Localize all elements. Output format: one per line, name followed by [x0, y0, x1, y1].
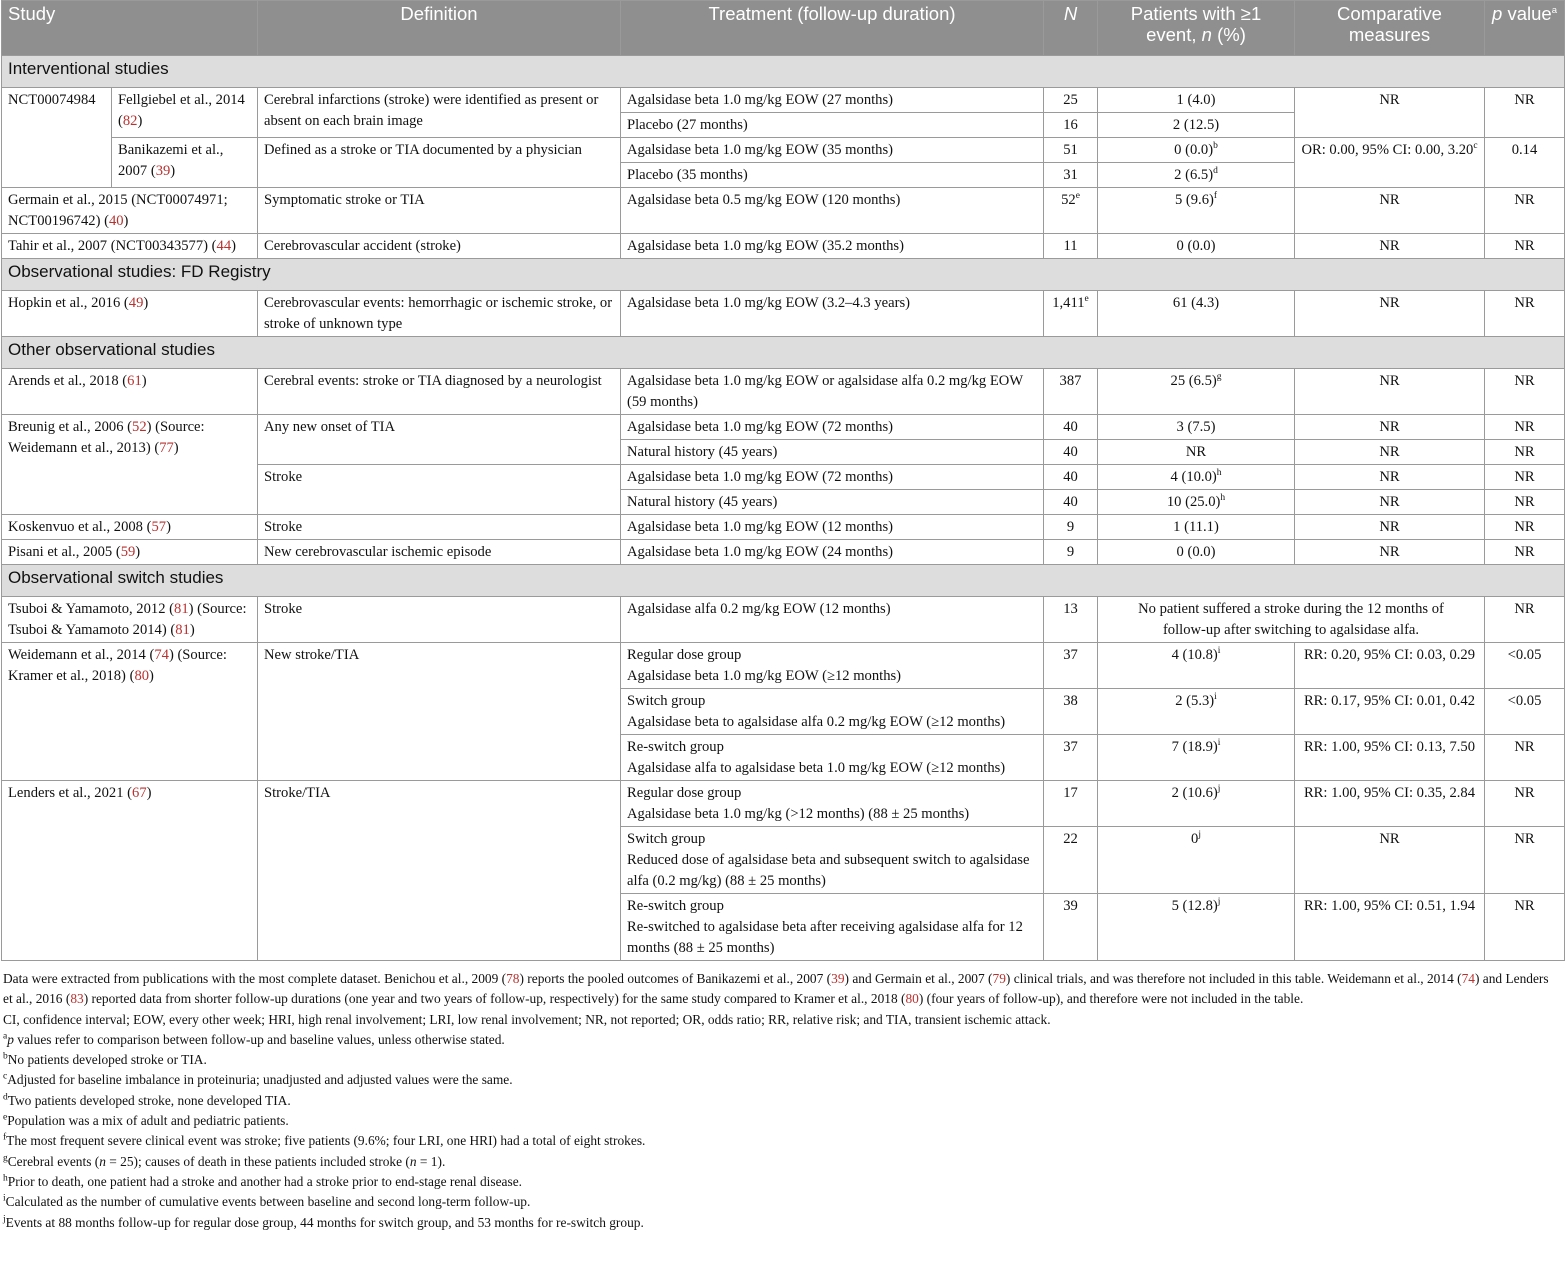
p-cell: <0.05	[1485, 689, 1565, 735]
footnote-abbreviations: CI, confidence interval; EOW, every other week; HRI, high renal involvement; LRI, low renal involvement; NR, not reported; OR, odds ratio; RR, relative risk; and TIA, transient ischemic attack.	[3, 1011, 1051, 1027]
study-cell: Breunig et al., 2006 (52) (Source: Weidemann et al., 2013) (77)	[2, 415, 258, 515]
footnote-intro: Data were extracted from publications with the most complete dataset. Benichou et al., 2009 (78) reports the pooled outcomes of Banikazemi et al., 2007 (39) and Germain et al., 2007 (79) clinical trials, and was therefore not included in this table. Weidemann et al., 2014 (74) and Lenders et al., 2016 (83) reported data from shorter follow-up durations (one year and two years of follow-up, respectively) for the same study compared to Kramer et al., 2018 (80) (four years of follow-up), and therefore were not included in the table.	[3, 971, 1549, 1007]
study-cell: Arends et al., 2018 (61)	[2, 369, 258, 415]
header-comparative: Comparative measures	[1295, 1, 1485, 56]
comparative-cell: NR	[1295, 234, 1485, 259]
definition-cell: New stroke/TIA	[258, 643, 621, 781]
p-cell: NR	[1485, 597, 1565, 643]
substudy-cell: Banikazemi et al., 2007 (39)	[112, 138, 258, 188]
study-cell: Pisani et al., 2005 (59)	[2, 540, 258, 565]
events-cell: 4 $(10.0)^h$	[1098, 465, 1295, 490]
section-interventional: Interventional studies	[2, 56, 1565, 88]
events-cell: 0 (0.0)	[1098, 234, 1295, 259]
study-cell: NCT00074984	[2, 88, 112, 188]
p-cell: NR	[1485, 490, 1565, 515]
footnote-h: $^h$Prior to death, one patient had a stroke and another had a stroke prior to end-stage renal disease.	[3, 1173, 522, 1189]
events-cell: 0 $(0.0)^b$	[1098, 138, 1295, 163]
table-row	[2, 138, 1565, 163]
events-cell: 2 (12.5)	[1098, 113, 1295, 138]
n-cell: 9	[1044, 540, 1098, 565]
comparative-cell: NR	[1295, 291, 1485, 337]
events-cell: NR	[1098, 440, 1295, 465]
n-cell: 25	[1044, 88, 1098, 113]
table-row	[2, 415, 1565, 440]
footnote-c: $^c$Adjusted for baseline imbalance in proteinuria; unadjusted and adjusted values were the same.	[3, 1072, 513, 1088]
header-p-value: p value$^a$	[1485, 1, 1565, 56]
treatment-cell: Regular dose group Agalsidase beta 1.0 mg/kg EOW (≥12 months)	[621, 643, 1044, 689]
comparative-cell: OR: 0.00, 95% CI: 0.00, 3.20$^c$	[1295, 138, 1485, 188]
treatment-cell: Placebo (35 months)	[621, 163, 1044, 188]
p-cell: NR	[1485, 234, 1565, 259]
events-cell: No patient suffered a stroke during the 12 months of follow-up after switching to agalsidase alfa.	[1098, 597, 1485, 643]
stroke-outcomes-table	[1, 0, 1565, 961]
definition-cell: Symptomatic stroke or TIA	[258, 188, 621, 234]
comparative-cell: NR	[1295, 465, 1485, 490]
p-cell: NR	[1485, 88, 1565, 138]
footnote-e: $^e$Population was a mix of adult and pediatric patients.	[3, 1112, 289, 1129]
header-study: Study	[2, 1, 258, 56]
definition-cell: Stroke/TIA	[258, 781, 621, 961]
p-cell: NR	[1485, 465, 1565, 490]
study-cell: Tsuboi & Yamamoto, 2012 (81) (Source: Tsuboi & Yamamoto 2014) (81)	[2, 597, 258, 643]
events-cell: 5 $(12.8)^j$	[1098, 894, 1295, 961]
events-cell: 10 $(25.0)^h$	[1098, 490, 1295, 515]
n-cell: 22	[1044, 827, 1098, 894]
events-cell: 2 $(10.6)^j$	[1098, 781, 1295, 827]
events-cell: 25 $(6.5)^g$	[1098, 369, 1295, 415]
n-cell: 17	[1044, 781, 1098, 827]
section-switch: Observational switch studies	[2, 565, 1565, 597]
events-cell: 4 $(10.8)^i$	[1098, 643, 1295, 689]
footnote-j: $^j$Events at 88 months follow-up for regular dose group, 44 months for switch group, and 53 months for re-switch group.	[3, 1214, 644, 1230]
treatment-cell: Placebo (27 months)	[621, 113, 1044, 138]
n-cell: 31	[1044, 163, 1098, 188]
table-row	[2, 88, 1565, 113]
treatment-cell: Natural history (45 years)	[621, 490, 1044, 515]
treatment-cell: Agalsidase beta 1.0 mg/kg EOW (12 months)	[621, 515, 1044, 540]
table-footnotes	[0, 961, 1565, 1233]
treatment-cell: Agalsidase beta 0.5 mg/kg EOW (120 months)	[621, 188, 1044, 234]
footnote-a: $^a$p values refer to comparison between follow-up and baseline values, unless otherwise stated.	[3, 1031, 505, 1047]
n-cell: 13	[1044, 597, 1098, 643]
study-cell: Koskenvuo et al., 2008 (57)	[2, 515, 258, 540]
n-cell: 16	[1044, 113, 1098, 138]
study-cell: Tahir et al., 2007 (NCT00343577) (44)	[2, 234, 258, 259]
n-cell: 9	[1044, 515, 1098, 540]
comparative-cell: RR: 1.00, 95% CI: 0.13, 7.50	[1295, 735, 1485, 781]
definition-cell: Any new onset of TIA	[258, 415, 621, 465]
events-cell: 7 $(18.9)^i$	[1098, 735, 1295, 781]
table-row	[2, 781, 1565, 827]
n-cell: 51	[1044, 138, 1098, 163]
p-cell: NR	[1485, 894, 1565, 961]
p-cell: NR	[1485, 415, 1565, 440]
events-cell: 1 (4.0)	[1098, 88, 1295, 113]
p-cell: NR	[1485, 781, 1565, 827]
comparative-cell: NR	[1295, 440, 1485, 465]
section-other-observational: Other observational studies	[2, 337, 1565, 369]
treatment-cell: Agalsidase beta 1.0 mg/kg EOW (24 months)	[621, 540, 1044, 565]
definition-cell: Stroke	[258, 597, 621, 643]
table-row	[2, 291, 1565, 337]
n-cell: 38	[1044, 689, 1098, 735]
treatment-cell: Agalsidase beta 1.0 mg/kg EOW (35 months)	[621, 138, 1044, 163]
definition-cell: Cerebrovascular accident (stroke)	[258, 234, 621, 259]
study-cell: Lenders et al., 2021 (67)	[2, 781, 258, 961]
n-cell: 37	[1044, 735, 1098, 781]
treatment-cell: Re-switch group Re-switched to agalsidase beta after receiving agalsidase alfa for 12 months (88 ± 25 months)	[621, 894, 1044, 961]
definition-cell: Stroke	[258, 465, 621, 515]
definition-cell: Cerebral events: stroke or TIA diagnosed by a neurologist	[258, 369, 621, 415]
definition-cell: New cerebrovascular ischemic episode	[258, 540, 621, 565]
footnote-g: $^g$Cerebral events (n = 25); causes of death in these patients included stroke (n = 1).	[3, 1153, 446, 1169]
n-cell: 40	[1044, 465, 1098, 490]
header-row	[2, 1, 1565, 56]
comparative-cell: NR	[1295, 415, 1485, 440]
definition-cell: Stroke	[258, 515, 621, 540]
p-cell: NR	[1485, 291, 1565, 337]
comparative-cell: NR	[1295, 369, 1485, 415]
events-cell: 1 (11.1)	[1098, 515, 1295, 540]
study-cell: Weidemann et al., 2014 (74) (Source: Kramer et al., 2018) (80)	[2, 643, 258, 781]
definition-cell: Defined as a stroke or TIA documented by a physician	[258, 138, 621, 188]
n-cell: 387	[1044, 369, 1098, 415]
definition-cell: Cerebral infarctions (stroke) were identified as present or absent on each brain image	[258, 88, 621, 138]
treatment-cell: Switch group Agalsidase beta to agalsidase alfa 0.2 mg/kg EOW (≥12 months)	[621, 689, 1044, 735]
p-cell: NR	[1485, 188, 1565, 234]
comparative-cell: NR	[1295, 188, 1485, 234]
events-cell: 2 $(6.5)^d$	[1098, 163, 1295, 188]
treatment-cell: Agalsidase beta 1.0 mg/kg EOW (72 months)	[621, 415, 1044, 440]
n-cell: 37	[1044, 643, 1098, 689]
treatment-cell: Switch group Reduced dose of agalsidase beta and subsequent switch to agalsidase alfa (0.2 mg/kg) (88 ± 25 months)	[621, 827, 1044, 894]
footnote-b: $^b$No patients developed stroke or TIA.	[3, 1051, 207, 1068]
treatment-cell: Agalsidase beta 1.0 mg/kg EOW (3.2–4.3 years)	[621, 291, 1044, 337]
comparative-cell: NR	[1295, 490, 1485, 515]
n-cell: 40	[1044, 490, 1098, 515]
p-cell: NR	[1485, 827, 1565, 894]
treatment-cell: Agalsidase beta 1.0 mg/kg EOW (72 months)	[621, 465, 1044, 490]
footnote-f: $^f$The most frequent severe clinical event was stroke; five patients (9.6%; four LRI, one HRI) had a total of eight strokes.	[3, 1132, 646, 1149]
events-cell: 2 $(5.3)^i$	[1098, 689, 1295, 735]
footnote-i: $^i$Calculated as the number of cumulative events between baseline and second long-term follow-up.	[3, 1193, 531, 1210]
treatment-cell: Re-switch group Agalsidase alfa to agalsidase beta 1.0 mg/kg EOW (≥12 months)	[621, 735, 1044, 781]
comparative-cell: NR	[1295, 827, 1485, 894]
comparative-cell: NR	[1295, 88, 1485, 138]
events-cell: 61 (4.3)	[1098, 291, 1295, 337]
comparative-cell: RR: 0.17, 95% CI: 0.01, 0.42	[1295, 689, 1485, 735]
treatment-cell: Natural history (45 years)	[621, 440, 1044, 465]
table-row	[2, 369, 1565, 415]
p-cell: NR	[1485, 440, 1565, 465]
header-patients: Patients with ≥1 event, n (%)	[1098, 1, 1295, 56]
header-treatment: Treatment (follow-up duration)	[621, 1, 1044, 56]
table-row	[2, 643, 1565, 689]
table-row	[2, 188, 1565, 234]
treatment-cell: Agalsidase beta 1.0 mg/kg EOW (27 months)	[621, 88, 1044, 113]
study-cell: Hopkin et al., 2016 (49)	[2, 291, 258, 337]
study-cell: Germain et al., 2015 (NCT00074971; NCT00196742) (40)	[2, 188, 258, 234]
events-cell: 3 (7.5)	[1098, 415, 1295, 440]
treatment-cell: Agalsidase beta 1.0 mg/kg EOW or agalsidase alfa 0.2 mg/kg EOW (59 months)	[621, 369, 1044, 415]
p-cell: NR	[1485, 369, 1565, 415]
p-cell: <0.05	[1485, 643, 1565, 689]
treatment-cell: Agalsidase beta 1.0 mg/kg EOW (35.2 months)	[621, 234, 1044, 259]
p-cell: 0.14	[1485, 138, 1565, 188]
treatment-cell: Regular dose group Agalsidase beta 1.0 mg/kg (>12 months) (88 ± 25 months)	[621, 781, 1044, 827]
table-row	[2, 234, 1565, 259]
substudy-cell: Fellgiebel et al., 2014 (82)	[112, 88, 258, 138]
header-n: N	[1044, 1, 1098, 56]
treatment-cell: Agalsidase alfa 0.2 mg/kg EOW (12 months)	[621, 597, 1044, 643]
comparative-cell: RR: 1.00, 95% CI: 0.35, 2.84	[1295, 781, 1485, 827]
footnote-d: $^d$Two patients developed stroke, none developed TIA.	[3, 1092, 291, 1108]
n-cell: 11	[1044, 234, 1098, 259]
table-row	[2, 540, 1565, 565]
n-cell: 40	[1044, 415, 1098, 440]
p-cell: NR	[1485, 515, 1565, 540]
n-cell: 40	[1044, 440, 1098, 465]
p-cell: NR	[1485, 735, 1565, 781]
n-cell: 39	[1044, 894, 1098, 961]
events-cell: 0 (0.0)	[1098, 540, 1295, 565]
definition-cell: Cerebrovascular events: hemorrhagic or ischemic stroke, or stroke of unknown type	[258, 291, 621, 337]
header-definition: Definition	[258, 1, 621, 56]
p-cell: NR	[1485, 540, 1565, 565]
comparative-cell: RR: 0.20, 95% CI: 0.03, 0.29	[1295, 643, 1485, 689]
table-row	[2, 597, 1565, 643]
n-cell: 1,411e	[1044, 291, 1098, 337]
events-cell: 0$^j$	[1098, 827, 1295, 894]
comparative-cell: RR: 1.00, 95% CI: 0.51, 1.94	[1295, 894, 1485, 961]
comparative-cell: NR	[1295, 540, 1485, 565]
section-fd-registry: Observational studies: FD Registry	[2, 259, 1565, 291]
table-row	[2, 515, 1565, 540]
n-cell: 52e	[1044, 188, 1098, 234]
events-cell: 5 $(9.6)^f$	[1098, 188, 1295, 234]
comparative-cell: NR	[1295, 515, 1485, 540]
